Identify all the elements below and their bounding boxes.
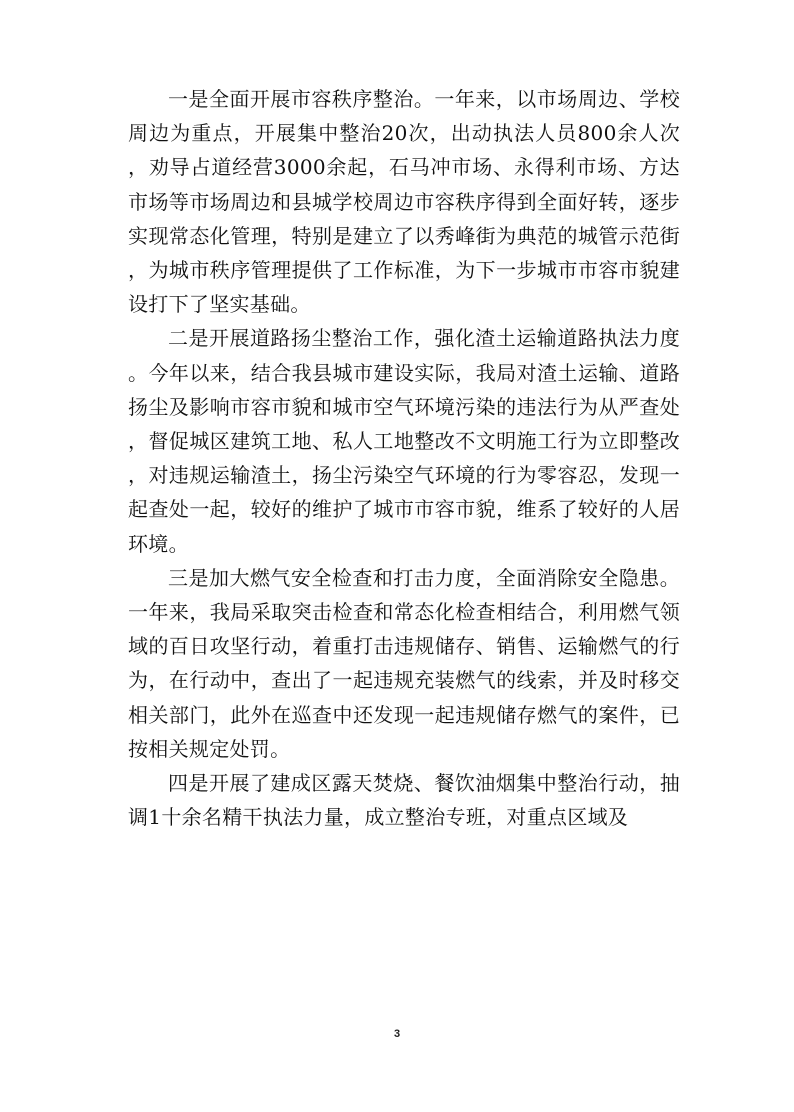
paragraph-road-dust: 二是开展道路扬尘整治工作，强化渣土运输道路执法力度。今年以来，结合我县城市建设实际，我局对渣土运输、道路扬尘及影响市容市貌和城市空气环境污染的违法行为从严查处，督促城区建筑工地、私人工地整改不文明施工行为立即整改，对违规运输渣土，扬尘污染空气环境的行为零容忍，发现一起查处一起，较好的维护了城市市容市貌，维系了较好的人居环境。 bbox=[128, 326, 680, 556]
document-body bbox=[128, 82, 680, 834]
page-number: 3 bbox=[393, 1028, 401, 1040]
paragraph-market-order: 一是全面开展市容秩序整治。一年来，以市场周边、学校周边为重点，开展集中整治20次，出动执法人员800余人次，劝导占道经营3000余起，石马冲市场、永得利市场、方达市场等市场周边和县城学校周边市容秩序得到全面好转，逐步实现常态化管理，特别是建立了以秀峰街为典范的城管示范街，为城市秩序管理提供了工作标准，为下一步城市市容市貌建设打下了坚实基础。 bbox=[128, 87, 680, 317]
paragraph-gas-safety: 三是加大燃气安全检查和打击力度，全面消除安全隐患。一年来，我局采取突击检查和常态化检查相结合，利用燃气领域的百日攻坚行动，着重打击违规储存、销售、运输燃气的行为，在行动中，查出了一起违规充装燃气的线索，并及时移交相关部门，此外在巡查中还发现一起违规储存燃气的案件，已按相关规定处罚。 bbox=[128, 565, 680, 761]
paragraph-burning-fumes: 四是开展了建成区露天焚烧、餐饮油烟集中整治行动，抽调1十余名精干执法力量，成立整治专班，对重点区域及 bbox=[128, 771, 680, 830]
